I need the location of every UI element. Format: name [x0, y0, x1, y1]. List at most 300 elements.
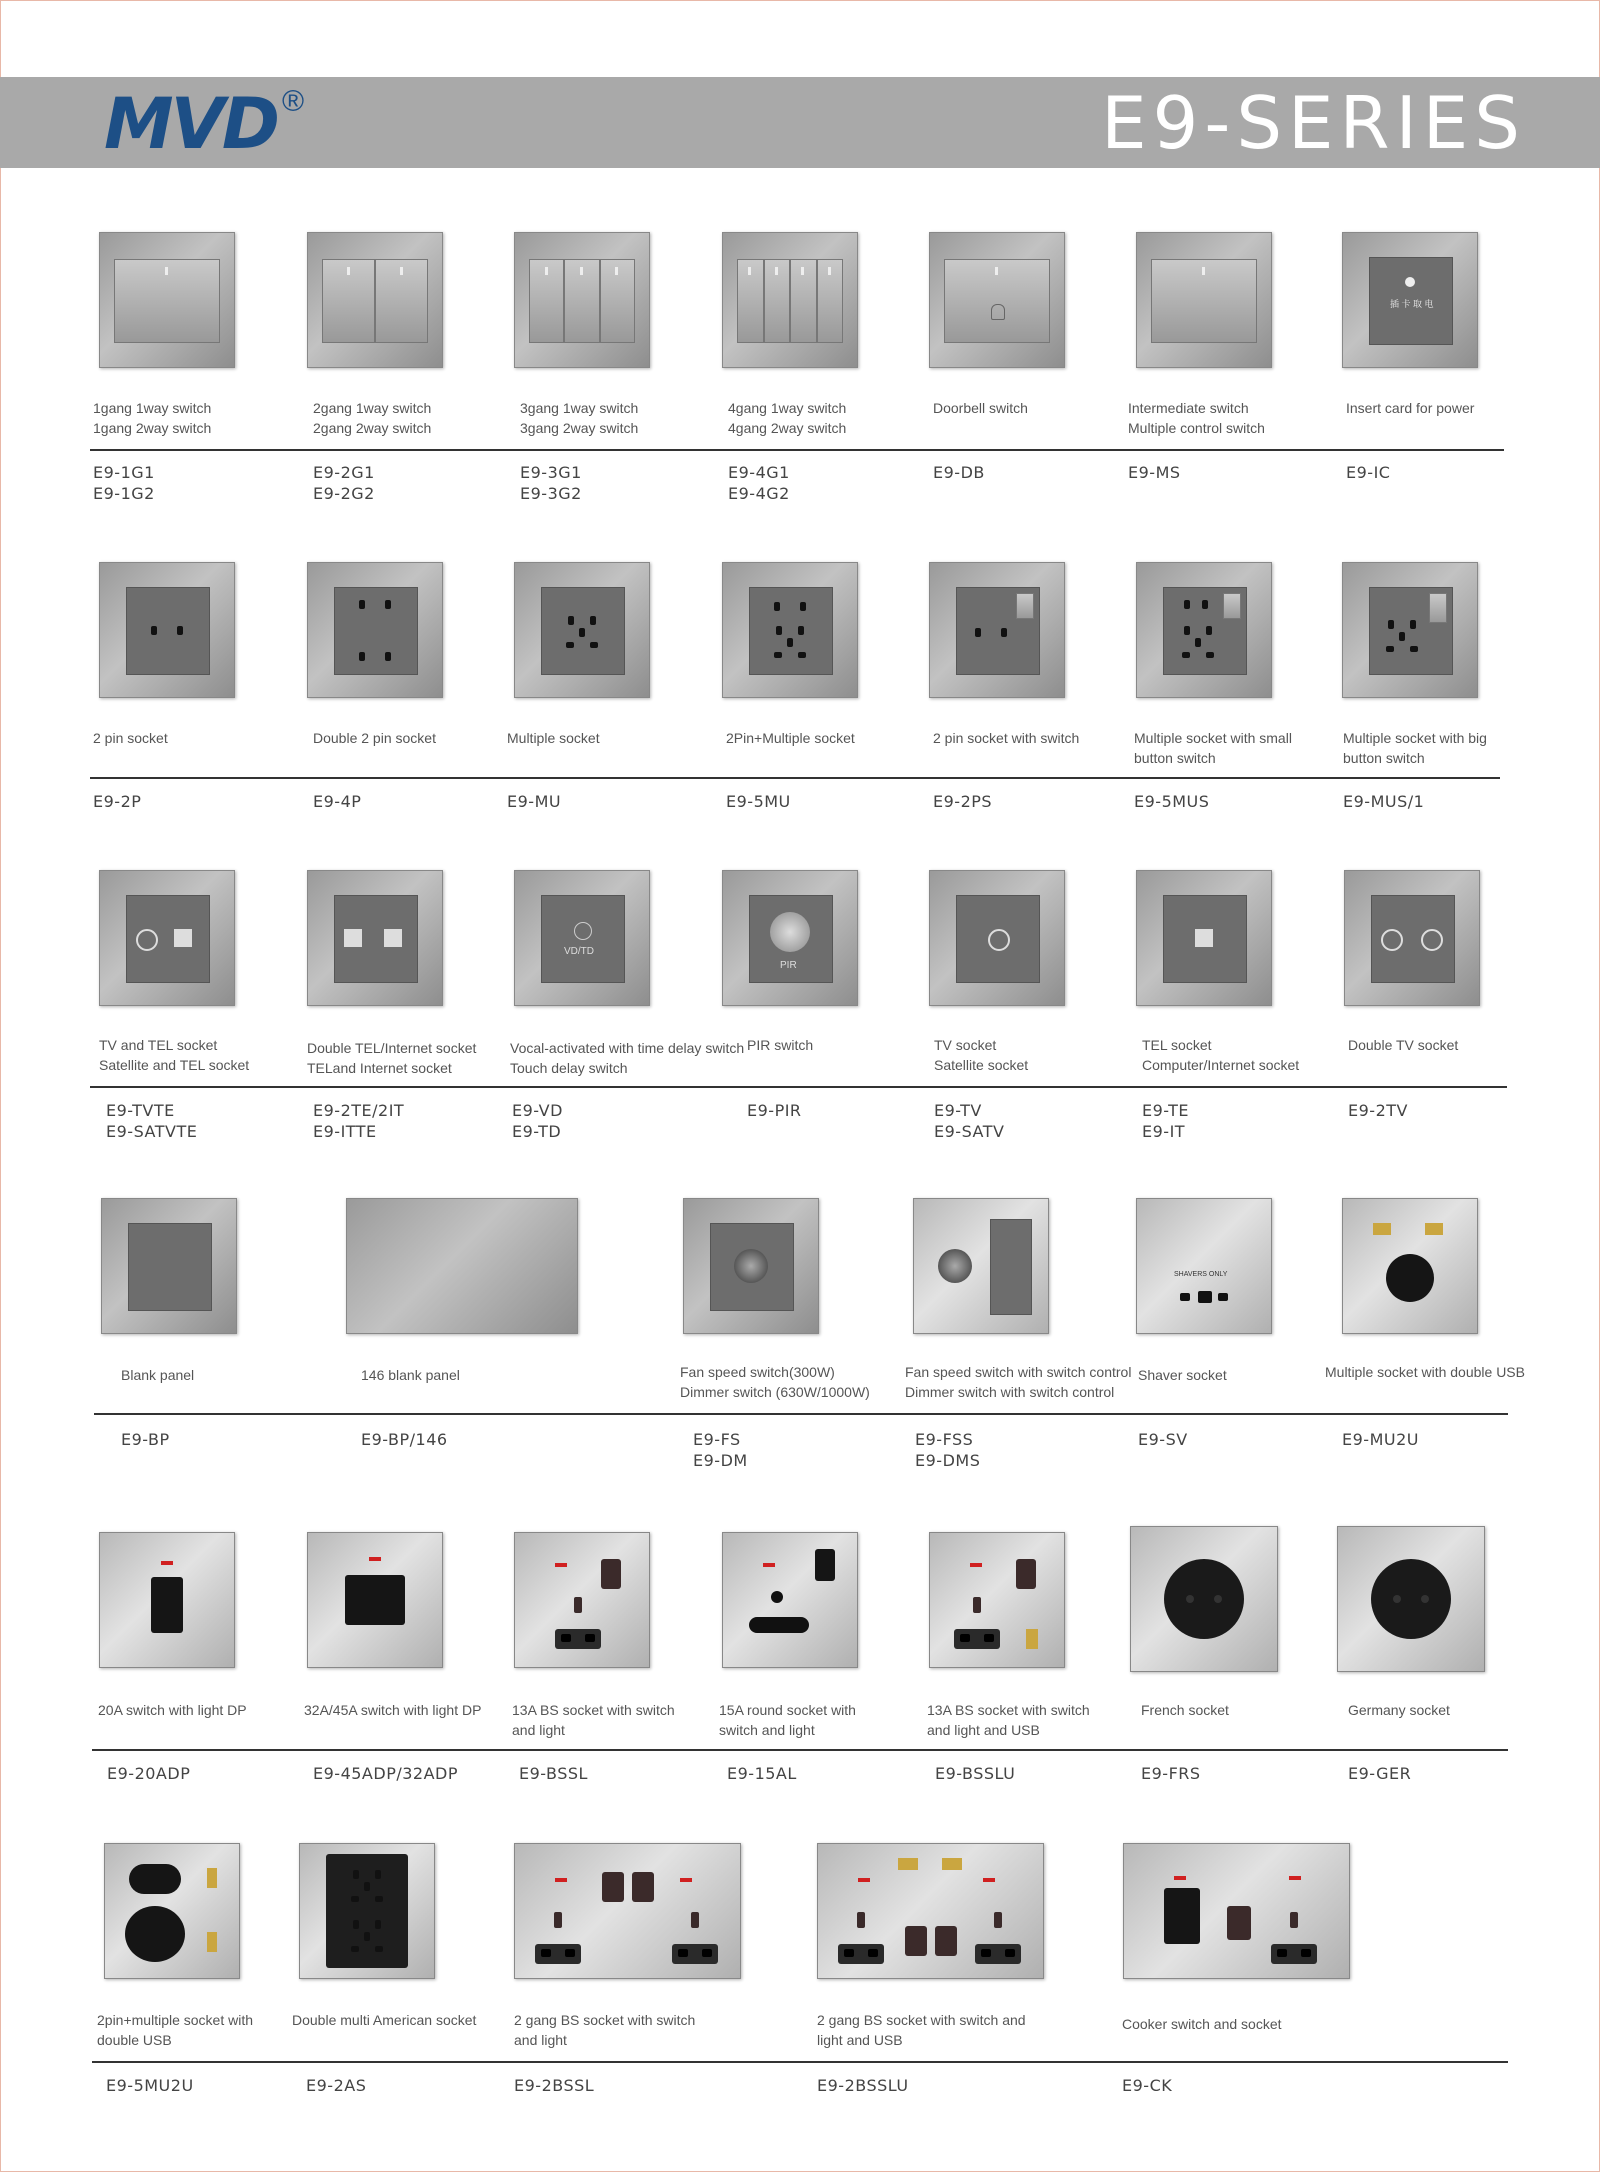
black-switch	[151, 1577, 183, 1633]
card-switch-icon	[1342, 232, 1478, 368]
product-code	[726, 791, 791, 812]
pin-hole	[1399, 632, 1405, 641]
description-line: 2 pin socket	[93, 730, 168, 746]
description-line: TELand Internet socket	[307, 1060, 452, 1076]
black-switch	[345, 1575, 405, 1625]
product-code	[1348, 1100, 1408, 1121]
code-line: E9-5MU	[726, 792, 791, 811]
description-line: 2pin+multiple socket with	[97, 2012, 254, 2028]
pin-hole	[691, 1912, 699, 1928]
indicator-led	[1202, 267, 1205, 275]
sensor-dot	[574, 922, 592, 940]
american-socket-plate	[326, 1854, 408, 1968]
shaver-socket-icon	[1136, 1198, 1272, 1334]
product-code	[93, 791, 141, 812]
description-line: Shaver socket	[1138, 1367, 1227, 1383]
code-line: E9-PIR	[747, 1101, 802, 1120]
description-line: Vocal-activated with time delay switch	[510, 1040, 745, 1056]
blank-panel-icon	[101, 1198, 237, 1334]
pin-hole	[561, 1634, 571, 1642]
product-description	[1128, 398, 1265, 438]
product-description	[927, 1700, 1090, 1740]
product-description	[507, 728, 600, 748]
description-line: 4gang 1way switch	[728, 400, 847, 416]
code-line: E9-2BSSLU	[817, 2076, 909, 2095]
indicator-led	[995, 267, 998, 275]
description-line: 32A/45A switch with light DP	[304, 1702, 482, 1718]
description-line: 2 gang BS socket with switch and	[817, 2012, 1026, 2028]
pin-hole	[385, 652, 391, 661]
bs-socket-usb-icon	[929, 1532, 1065, 1668]
pin-hole	[771, 1591, 783, 1603]
description-line: Double TEL/Internet socket	[307, 1040, 477, 1056]
row-divider	[90, 449, 1504, 451]
pin-hole	[1386, 646, 1394, 652]
description-line: and light	[514, 2032, 567, 2048]
product-description	[1142, 1035, 1299, 1075]
pin-hole	[1277, 1949, 1287, 1957]
tel-port	[1195, 929, 1213, 947]
product-description	[680, 1362, 870, 1402]
row-divider	[90, 777, 1500, 779]
product-code	[728, 462, 790, 504]
product-code	[1348, 1763, 1411, 1784]
double-tv-socket-icon	[1344, 870, 1480, 1006]
tv-port	[1421, 929, 1443, 951]
description-line: Multiple socket with double USB	[1325, 1364, 1525, 1380]
code-line: E9-FSS	[915, 1430, 974, 1449]
product-code	[106, 2075, 194, 2096]
row-divider	[92, 2061, 1508, 2063]
product-description	[1348, 1700, 1450, 1720]
2gang-switch-icon	[307, 232, 443, 368]
vd-td-label: VD/TD	[564, 946, 594, 957]
product-code	[1128, 462, 1181, 483]
code-line: E9-2P	[93, 792, 142, 811]
2pin-multiple-socket-icon	[722, 562, 858, 698]
code-line: E9-ITTE	[313, 1122, 377, 1141]
small-rocker	[1223, 593, 1241, 619]
description-line: Multiple socket	[507, 730, 600, 746]
code-line: E9-2AS	[306, 2076, 367, 2095]
usb-port	[1373, 1223, 1391, 1235]
row-divider	[92, 1749, 1508, 1751]
pin-hole	[981, 1949, 991, 1957]
product-code	[915, 1429, 980, 1471]
pin-hole	[1186, 1595, 1194, 1603]
description-line: 1gang 1way switch	[93, 400, 212, 416]
product-description	[520, 398, 638, 438]
product-code	[361, 1429, 448, 1450]
code-line: E9-45ADP/32ADP	[313, 1764, 458, 1783]
pin-hole	[375, 1920, 381, 1929]
cooker-switch-socket-icon	[1123, 1843, 1350, 1979]
description-line: 13A BS socket with switch	[512, 1702, 675, 1718]
double-american-socket-icon	[299, 1843, 435, 1979]
red-indicator	[369, 1557, 381, 1561]
description-line: Blank panel	[121, 1367, 195, 1383]
indicator-led	[347, 267, 350, 275]
pin-hole	[774, 602, 780, 611]
description-line: Multiple socket with small	[1134, 730, 1292, 746]
pin-hole	[1290, 1912, 1298, 1928]
pin-hole	[359, 652, 365, 661]
product-description	[905, 1362, 1131, 1402]
product-description	[97, 2010, 253, 2050]
description-line: Double TV socket	[1348, 1037, 1459, 1053]
pin-hole	[375, 1946, 383, 1952]
15a-round-socket-icon	[722, 1532, 858, 1668]
product-description	[1138, 1365, 1227, 1385]
socket-plate	[749, 587, 833, 675]
description-line: button switch	[1343, 750, 1425, 766]
code-line: E9-IT	[1142, 1122, 1186, 1141]
description-line: double USB	[97, 2032, 172, 2048]
code-line: E9-DB	[933, 463, 985, 482]
code-line: E9-2PS	[933, 792, 993, 811]
product-description	[121, 1365, 194, 1385]
multiple-socket-usb-icon	[1342, 1198, 1478, 1334]
code-line: E9-4P	[313, 792, 362, 811]
vd-td-switch-icon	[514, 870, 650, 1006]
indicator-led	[775, 267, 778, 275]
red-indicator	[1289, 1876, 1301, 1880]
product-description	[514, 2010, 695, 2050]
product-code	[1134, 791, 1209, 812]
description-line: Touch delay switch	[510, 1060, 628, 1076]
description-line: 1gang 2way switch	[93, 420, 212, 436]
description-line: Dimmer switch (630W/1000W)	[680, 1384, 870, 1400]
double-tel-socket-icon	[307, 870, 443, 1006]
pin-hole	[798, 652, 806, 658]
multiple-socket-small-switch-icon	[1136, 562, 1272, 698]
pin-hole	[844, 1949, 854, 1957]
product-description	[512, 1700, 675, 1740]
red-indicator	[983, 1878, 995, 1882]
indicator-led	[545, 267, 548, 275]
pin-hole	[1202, 600, 1208, 609]
pin-hole	[177, 626, 183, 635]
code-line: E9-FS	[693, 1430, 741, 1449]
product-code	[1142, 1100, 1189, 1142]
pin-hole	[1206, 652, 1214, 658]
description-line: Fan speed switch(300W)	[680, 1364, 835, 1380]
tel-port	[384, 929, 402, 947]
description-line: Insert card for power	[1346, 400, 1475, 416]
description-line: 2gang 2way switch	[313, 420, 432, 436]
code-line: E9-TV	[934, 1101, 982, 1120]
code-line: E9-BP	[121, 1430, 170, 1449]
code-line: E9-TD	[512, 1122, 562, 1141]
product-code	[514, 2075, 594, 2096]
black-switch	[1164, 1888, 1200, 1944]
description-line: 13A BS socket with switch	[927, 1702, 1090, 1718]
pin-hole	[960, 1634, 970, 1642]
pin-hole	[1198, 1291, 1212, 1303]
code-line: E9-2G1	[313, 463, 375, 482]
product-code	[1138, 1429, 1188, 1450]
pin-hole	[351, 1896, 359, 1902]
description-line: 4gang 2way switch	[728, 420, 847, 436]
product-code	[1342, 1429, 1419, 1450]
dimmer-knob	[734, 1249, 768, 1283]
description-line: 2 pin socket with switch	[933, 730, 1080, 746]
product-code	[933, 462, 985, 483]
pin-hole	[375, 1896, 383, 1902]
black-switch	[935, 1926, 957, 1956]
product-description	[93, 728, 168, 748]
description-line: Multiple socket with big	[1343, 730, 1487, 746]
product-description	[99, 1035, 249, 1075]
code-line: E9-MU2U	[1342, 1430, 1419, 1449]
description-line: and light	[512, 1722, 565, 1738]
indicator-led	[400, 267, 403, 275]
product-description	[1343, 728, 1487, 768]
indicator-led	[615, 267, 618, 275]
pin-hole	[1410, 620, 1416, 629]
code-line: E9-4G1	[728, 463, 790, 482]
code-line: E9-15AL	[727, 1764, 797, 1783]
description-line: light and USB	[817, 2032, 903, 2048]
description-line: PIR switch	[747, 1037, 814, 1053]
dimmer-knob	[938, 1249, 972, 1283]
pin-hole	[1184, 600, 1190, 609]
description-line: Germany socket	[1348, 1702, 1450, 1718]
product-code	[93, 462, 155, 504]
product-code	[507, 791, 561, 812]
product-description	[728, 398, 846, 438]
tel-port	[344, 929, 362, 947]
code-line: E9-IC	[1346, 463, 1391, 482]
description-line: button switch	[1134, 750, 1216, 766]
code-line: E9-1G1	[93, 463, 155, 482]
3gang-switch-icon	[514, 232, 650, 368]
pin-hole	[574, 1597, 582, 1613]
red-indicator	[555, 1563, 567, 1567]
code-line: E9-BP/146	[361, 1430, 448, 1449]
description-line: 146 blank panel	[361, 1367, 460, 1383]
2gang-bs-socket-icon	[514, 1843, 741, 1979]
product-code	[520, 462, 582, 504]
round-socket	[1164, 1559, 1244, 1639]
doorbell-switch-icon	[929, 232, 1065, 368]
product-description	[304, 1700, 481, 1720]
pin-hole	[353, 1920, 359, 1929]
usb-port	[898, 1858, 918, 1870]
product-description	[747, 1035, 813, 1055]
code-line: E9-TVTE	[106, 1101, 175, 1120]
usb-port	[1425, 1223, 1443, 1235]
pin-hole	[579, 628, 585, 637]
tv-port	[1381, 929, 1403, 951]
product-code	[1122, 2075, 1172, 2096]
small-rocker	[1016, 593, 1034, 619]
2pin-socket-icon	[99, 562, 235, 698]
2gang-bs-socket-usb-icon	[817, 1843, 1044, 1979]
indicator-led	[165, 267, 168, 275]
description-line: 15A round socket with	[719, 1702, 856, 1718]
code-line: E9-2G2	[313, 484, 375, 503]
product-description	[292, 2010, 476, 2030]
pin-hole	[565, 1949, 575, 1957]
description-line: Double multi American socket	[292, 2012, 477, 2028]
pin-hole	[776, 626, 782, 635]
french-socket-icon	[1130, 1526, 1278, 1672]
code-line: E9-BSSLU	[935, 1764, 1016, 1783]
product-code	[1346, 462, 1390, 483]
small-rocker	[1429, 593, 1447, 623]
code-line: E9-MU	[507, 792, 562, 811]
product-description	[1134, 728, 1292, 768]
product-description	[1346, 398, 1474, 418]
black-switch	[1227, 1906, 1251, 1940]
description-line: 2 gang BS socket with switch	[514, 2012, 696, 2028]
pin-hole	[1180, 1293, 1190, 1301]
usb-port	[207, 1932, 217, 1952]
description-line: TV and TEL socket	[99, 1037, 218, 1053]
pin-hole	[1214, 1595, 1222, 1603]
tv-tel-socket-icon	[99, 870, 235, 1006]
product-description	[313, 398, 431, 438]
indicator-led	[748, 267, 751, 275]
description-line: Satellite socket	[934, 1057, 1029, 1073]
pin-hole	[541, 1949, 551, 1957]
pin-hole	[774, 652, 782, 658]
black-switch	[602, 1872, 624, 1902]
146-blank-panel-icon	[346, 1198, 578, 1334]
product-description	[361, 1365, 460, 1385]
1gang-switch-icon	[99, 232, 235, 368]
product-description	[726, 728, 855, 748]
pin-hole	[975, 628, 981, 637]
tel-port	[174, 929, 192, 947]
description-line: Fan speed switch with switch control	[905, 1364, 1132, 1380]
tv-port	[988, 929, 1010, 951]
product-code	[1141, 1763, 1201, 1784]
product-code	[727, 1763, 797, 1784]
product-code	[313, 1100, 404, 1142]
description-line: Multiple control switch	[1128, 420, 1265, 436]
pir-sensor	[770, 912, 810, 952]
multiple-socket-big-switch-icon	[1342, 562, 1478, 698]
code-line: E9-TE	[1142, 1101, 1189, 1120]
pin-hole	[353, 1870, 359, 1879]
usb-port	[942, 1858, 962, 1870]
code-line: E9-DM	[693, 1451, 748, 1470]
code-line: E9-2BSSL	[514, 2076, 595, 2095]
pin-hole	[1206, 626, 1212, 635]
product-code	[107, 1763, 190, 1784]
pin-hole	[749, 1617, 809, 1633]
tv-socket-icon	[929, 870, 1065, 1006]
pin-hole	[702, 1949, 712, 1957]
product-code	[106, 1100, 197, 1142]
code-line: E9-5MUS	[1134, 792, 1210, 811]
description-line: and light and USB	[927, 1722, 1040, 1738]
code-line: E9-3G1	[520, 463, 582, 482]
pin-hole	[800, 602, 806, 611]
code-line: E9-2TE/2IT	[313, 1101, 405, 1120]
fan-dimmer-switch-control-icon	[913, 1198, 1049, 1334]
pin-hole	[1388, 620, 1394, 629]
tel-socket-icon	[1136, 870, 1272, 1006]
tv-port	[136, 929, 158, 951]
code-line: E9-CK	[1122, 2076, 1173, 2095]
pin-hole	[351, 1946, 359, 1952]
pin-hole	[1393, 1595, 1401, 1603]
pin-hole	[1421, 1595, 1429, 1603]
red-indicator	[680, 1878, 692, 1882]
pin-hole	[364, 1882, 370, 1891]
product-description	[1348, 1035, 1458, 1055]
2pin-socket-switch-icon	[929, 562, 1065, 698]
round-socket	[1371, 1559, 1451, 1639]
description-line: TV socket	[934, 1037, 997, 1053]
black-switch	[1016, 1559, 1036, 1589]
indicator-led	[801, 267, 804, 275]
description-line: Computer/Internet socket	[1142, 1057, 1300, 1073]
red-indicator	[161, 1561, 173, 1565]
code-line: E9-SATV	[934, 1122, 1005, 1141]
red-indicator	[858, 1878, 870, 1882]
pin-hole	[151, 626, 157, 635]
pin-hole	[359, 600, 365, 609]
card-label: 插 卡 取 电	[1390, 299, 1434, 309]
pin-hole	[678, 1949, 688, 1957]
card-led	[1405, 277, 1415, 287]
brand-logo	[104, 83, 305, 165]
pin-hole	[798, 626, 804, 635]
description-line: Double 2 pin socket	[313, 730, 436, 746]
20a-switch-icon	[99, 1532, 235, 1668]
bell-symbol	[991, 304, 1005, 320]
code-line: E9-GER	[1348, 1764, 1412, 1783]
pin-hole	[590, 642, 598, 648]
description-line: 3gang 2way switch	[520, 420, 639, 436]
4gang-switch-icon	[722, 232, 858, 368]
black-switch	[632, 1872, 654, 1902]
description-line: Doorbell switch	[933, 400, 1028, 416]
code-line: E9-MUS/1	[1343, 792, 1425, 811]
germany-socket-icon	[1337, 1526, 1485, 1672]
pir-label: PIR	[780, 960, 797, 971]
product-code	[121, 1429, 170, 1450]
logo-text: MVD	[104, 83, 277, 165]
red-indicator	[1174, 1876, 1186, 1880]
description-line: Satellite and TEL socket	[99, 1057, 250, 1073]
product-description	[510, 1038, 744, 1078]
red-indicator	[763, 1563, 775, 1567]
description-line: Cooker switch and socket	[1122, 2016, 1282, 2032]
pin-hole	[994, 1912, 1002, 1928]
row-divider	[94, 1413, 1508, 1415]
product-description	[93, 398, 211, 438]
product-description	[817, 2010, 1026, 2050]
product-code	[1343, 791, 1424, 812]
code-line: E9-BSSL	[519, 1764, 588, 1783]
pir-switch-icon	[722, 870, 858, 1006]
usb-port	[1026, 1629, 1038, 1649]
pin-hole	[554, 1912, 562, 1928]
45a-switch-icon	[307, 1532, 443, 1668]
description-line: 2gang 1way switch	[313, 400, 432, 416]
pin-hole	[787, 638, 793, 647]
bs-socket-switch-icon	[514, 1532, 650, 1668]
code-line: E9-4G2	[728, 484, 790, 503]
product-description	[1141, 1700, 1229, 1720]
pin-hole	[1005, 1949, 1015, 1957]
description-line: Intermediate switch	[1128, 400, 1249, 416]
